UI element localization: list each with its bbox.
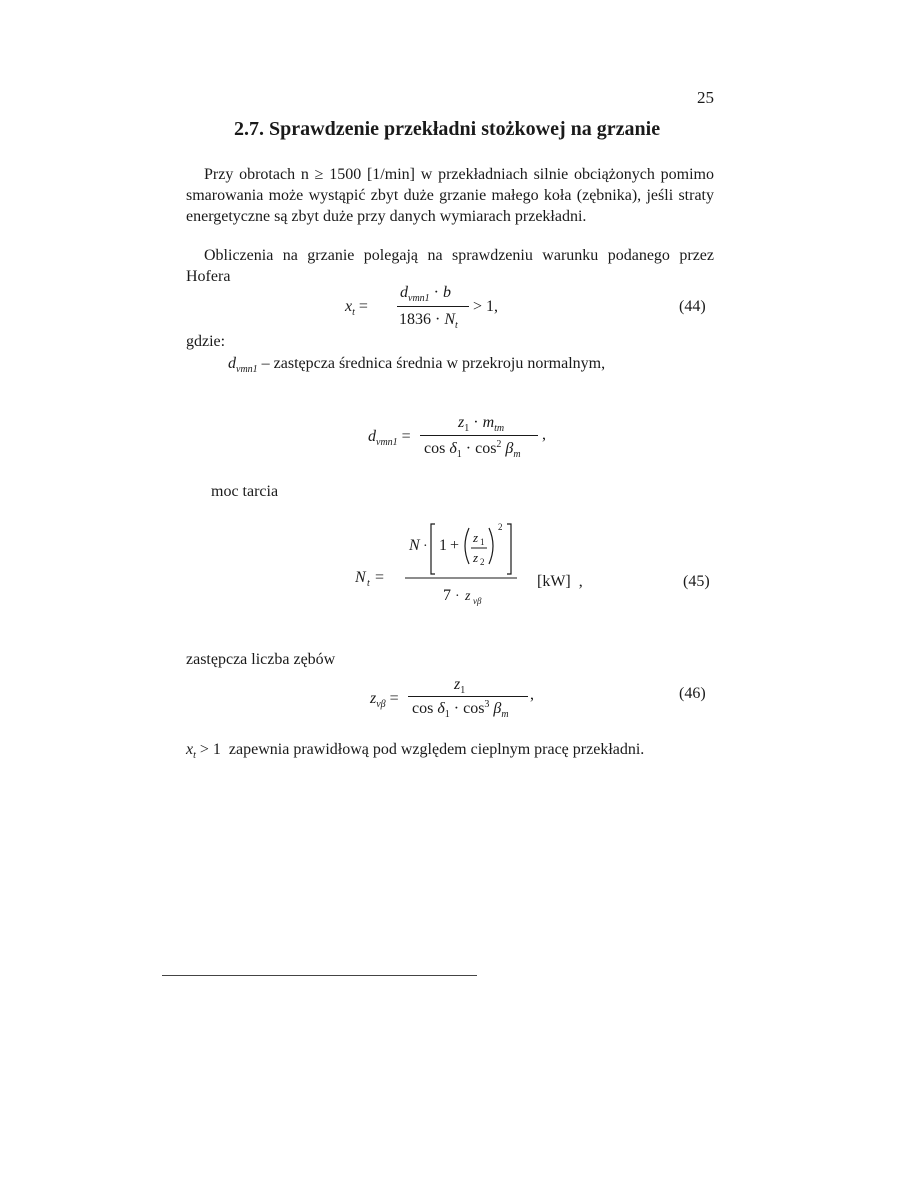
svg-text:z: z: [473, 550, 479, 565]
svg-text:N: N: [409, 537, 420, 554]
equation-46: $z_{v\beta}$ = $z_1$ $\cos \delta_1 \cdot \cos^3 \beta_m$ ,: [370, 676, 534, 720]
paragraph-hofer: Obliczenia na grzanie polegają na sprawdzeniu warunku podanego przez Hofera: [186, 247, 714, 285]
conclusion-text: $x_t > 1$ zapewnia prawidłową pod względem cieplnym pracę przekładni.: [186, 741, 645, 761]
dvmn-description: $d_{vmn1}$ – zastępcza średnica średnia w przekroju normalnym,: [228, 355, 606, 375]
equation-number-45: (45): [683, 573, 710, 590]
eq45-unit: [kW] ,: [537, 573, 583, 590]
svg-text:vβ: vβ: [473, 596, 482, 606]
equation-44: $x_t$ = $d_{vmn1} \cdot b$ $1836 \cdot N_t$ > 1,: [345, 284, 499, 331]
svg-text:t: t: [367, 578, 370, 589]
eq44-denominator-const: 1836: [399, 311, 431, 328]
svg-text:1: 1: [439, 537, 447, 554]
svg-text:·: ·: [455, 589, 460, 604]
svg-text:z: z: [473, 530, 479, 545]
page-number: 25: [697, 88, 714, 107]
equation-dvmn: $d_{vmn1}$ = $z_1 \cdot m_{tm}$ $\cos \delta_1 \cdot \cos^2 \beta_m$ ,: [368, 414, 546, 460]
svg-text:·: ·: [423, 539, 428, 554]
equation-number-46: (46): [679, 685, 706, 702]
svg-text:N: N: [355, 569, 366, 586]
svg-text:7: 7: [443, 587, 451, 604]
svg-text:1: 1: [480, 537, 485, 547]
svg-text:=: =: [375, 569, 385, 586]
section-heading: 2.7. Sprawdzenie przekładni stożkowej na grzanie: [234, 118, 661, 140]
where-label: gdzie:: [186, 333, 226, 350]
friction-power-label: moc tarcia: [211, 483, 279, 500]
equation-number-44: (44): [679, 298, 706, 315]
equation-45-svg: [355, 520, 595, 610]
equation-45: [355, 520, 595, 610]
svg-text:2: 2: [498, 522, 503, 532]
svg-text:z: z: [465, 589, 471, 604]
footnote-rule: [162, 975, 477, 976]
equivalent-teeth-label: zastępcza liczba zębów: [186, 651, 336, 668]
svg-text:+: +: [450, 537, 460, 554]
svg-text:2: 2: [480, 557, 485, 567]
paragraph-intro: Przy obrotach n ≥ 1500 [1/min] w przekładniach silnie obciążonych pomimo smarowania może wystąpić zbyt duże grzanie małego koła (zębnika), jeśli straty energetyczne są zbyt duże przy danych wymiarach przekładni.: [186, 166, 714, 225]
